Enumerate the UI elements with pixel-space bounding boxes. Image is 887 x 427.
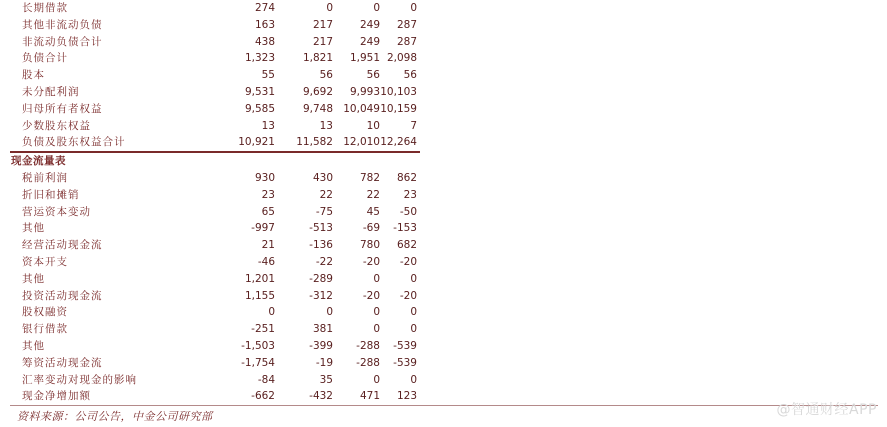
cell-value: 10: [366, 119, 380, 132]
section-header: [10, 153, 420, 170]
cell-value: 0: [410, 306, 417, 319]
cell-value: 23: [403, 188, 417, 201]
cell-value: -399: [309, 339, 333, 352]
cell-value: 11,582: [296, 136, 333, 149]
cell-value: 0: [410, 373, 417, 386]
cell-value: 56: [403, 69, 417, 82]
table-row: [10, 338, 420, 355]
row-label: 归母所有者权益: [22, 102, 103, 115]
cell-value: -539: [393, 356, 417, 369]
table-row: [10, 321, 420, 338]
cell-value: -20: [362, 289, 380, 302]
table-row: [10, 0, 420, 17]
table-row: [10, 84, 420, 101]
row-label: 现金流量表: [11, 155, 66, 168]
cell-value: -1,754: [241, 356, 275, 369]
table-row: [10, 288, 420, 305]
cell-value: 930: [254, 171, 275, 184]
row-label: 其他非流动负债: [22, 18, 103, 31]
cell-value: 10,049: [343, 102, 380, 115]
row-label: 营运资本变动: [22, 205, 91, 218]
cell-value: 9,748: [302, 102, 333, 115]
table-row: [10, 304, 420, 321]
table-row: [10, 134, 420, 153]
table-row: [10, 101, 420, 118]
cell-value: 10,921: [238, 136, 275, 149]
cell-value: -288: [356, 339, 380, 352]
cell-value: 163: [254, 18, 275, 31]
row-label: 股本: [22, 69, 45, 82]
cell-value: 35: [319, 373, 333, 386]
row-label: 资本开支: [22, 255, 68, 268]
cell-value: -288: [356, 356, 380, 369]
cell-value: 0: [410, 272, 417, 285]
cell-value: -75: [315, 205, 333, 218]
cell-value: -997: [251, 222, 275, 235]
cell-value: -20: [399, 289, 417, 302]
row-label: 折旧和摊销: [22, 188, 80, 201]
cell-value: 55: [261, 69, 275, 82]
watermark: @智通财经APP: [776, 402, 877, 418]
cell-value: -1,503: [241, 339, 275, 352]
cell-value: 22: [319, 188, 333, 201]
cell-value: 217: [312, 35, 333, 48]
row-label: 非流动负债合计: [22, 35, 103, 48]
cell-value: -662: [251, 390, 275, 403]
table-row: [10, 50, 420, 67]
cell-value: 1,951: [349, 52, 380, 65]
row-label: 现金净增加额: [22, 390, 91, 403]
cell-value: -20: [399, 255, 417, 268]
cell-value: -46: [257, 255, 275, 268]
cell-value: -513: [309, 222, 333, 235]
table-row: [10, 17, 420, 34]
cell-value: 1,821: [302, 52, 333, 65]
row-label: 股权融资: [22, 306, 68, 319]
cell-value: 21: [261, 239, 275, 252]
table-row: [10, 355, 420, 372]
cell-value: 9,531: [244, 85, 275, 98]
cell-value: 0: [373, 323, 380, 336]
table-row: [10, 204, 420, 221]
cell-value: 249: [359, 35, 380, 48]
cell-value: 287: [396, 18, 417, 31]
cell-value: 1,323: [244, 52, 275, 65]
cell-value: 7: [410, 119, 417, 132]
cell-value: 56: [366, 69, 380, 82]
table-row: [10, 271, 420, 288]
cell-value: 1,155: [244, 289, 275, 302]
cell-value: 13: [319, 119, 333, 132]
row-label: 投资活动现金流: [22, 289, 103, 302]
table-row: [10, 118, 420, 135]
cell-value: 682: [396, 239, 417, 252]
source-note: 资料来源：公司公告，中金公司研究部: [17, 410, 213, 423]
row-label: 筹资活动现金流: [22, 356, 103, 369]
cell-value: -312: [309, 289, 333, 302]
table-row: [10, 67, 420, 84]
table-row: [10, 254, 420, 271]
cell-value: -19: [315, 356, 333, 369]
cell-value: 471: [359, 390, 380, 403]
cell-value: 862: [396, 171, 417, 184]
cell-value: 10,159: [380, 102, 417, 115]
table-row: [10, 388, 420, 405]
cell-value: 10,103: [380, 85, 417, 98]
cell-value: -84: [257, 373, 275, 386]
financial-table: [10, 0, 420, 405]
row-label: 其他: [22, 222, 45, 235]
cell-value: -69: [362, 222, 380, 235]
cell-value: -22: [315, 255, 333, 268]
cell-value: 13: [261, 119, 275, 132]
row-label: 税前利润: [22, 171, 68, 184]
cell-value: -539: [393, 339, 417, 352]
cell-value: -50: [399, 205, 417, 218]
cell-value: 287: [396, 35, 417, 48]
cell-value: 274: [254, 2, 275, 14]
cell-value: 9,993: [349, 85, 380, 98]
cell-value: 65: [261, 205, 275, 218]
cell-value: 0: [373, 373, 380, 386]
cell-value: -20: [362, 255, 380, 268]
cell-value: -432: [309, 390, 333, 403]
row-label: 长期借款: [22, 2, 68, 14]
row-label: 银行借款: [22, 323, 68, 336]
table-row: [10, 237, 420, 254]
cell-value: 22: [366, 188, 380, 201]
row-label: 少数股东权益: [22, 119, 91, 132]
row-label: 未分配利润: [22, 85, 80, 98]
table-row: [10, 187, 420, 204]
cell-value: 9,692: [302, 85, 333, 98]
cell-value: 780: [359, 239, 380, 252]
table-row: [10, 170, 420, 187]
cell-value: -251: [251, 323, 275, 336]
cell-value: -136: [309, 239, 333, 252]
cell-value: 0: [326, 2, 333, 14]
cell-value: 23: [261, 188, 275, 201]
source-divider: [10, 405, 878, 406]
row-label: 其他: [22, 272, 45, 285]
cell-value: 217: [312, 18, 333, 31]
cell-value: -289: [309, 272, 333, 285]
row-label: 汇率变动对现金的影响: [22, 373, 137, 386]
cell-value: 381: [312, 323, 333, 336]
table-row: [10, 220, 420, 237]
table-row: [10, 34, 420, 51]
cell-value: 0: [373, 306, 380, 319]
cell-value: 123: [396, 390, 417, 403]
cell-value: 438: [254, 35, 275, 48]
cell-value: 430: [312, 171, 333, 184]
row-label: 负债合计: [22, 52, 68, 65]
cell-value: 0: [373, 272, 380, 285]
cell-value: 1,201: [244, 272, 275, 285]
cell-value: 249: [359, 18, 380, 31]
table-row: [10, 372, 420, 389]
cell-value: 0: [373, 2, 380, 14]
cell-value: 9,585: [244, 102, 275, 115]
cell-value: 45: [366, 205, 380, 218]
cell-value: 782: [359, 171, 380, 184]
cell-value: 12,010: [343, 136, 380, 149]
cell-value: 2,098: [386, 52, 417, 65]
cell-value: -153: [393, 222, 417, 235]
cell-value: 0: [410, 2, 417, 14]
row-label: 负债及股东权益合计: [22, 136, 126, 149]
cell-value: 56: [319, 69, 333, 82]
cell-value: 0: [326, 306, 333, 319]
cell-value: 0: [268, 306, 275, 319]
cell-value: 0: [410, 323, 417, 336]
row-label: 其他: [22, 339, 45, 352]
row-label: 经营活动现金流: [22, 239, 103, 252]
cell-value: 12,264: [380, 136, 417, 149]
